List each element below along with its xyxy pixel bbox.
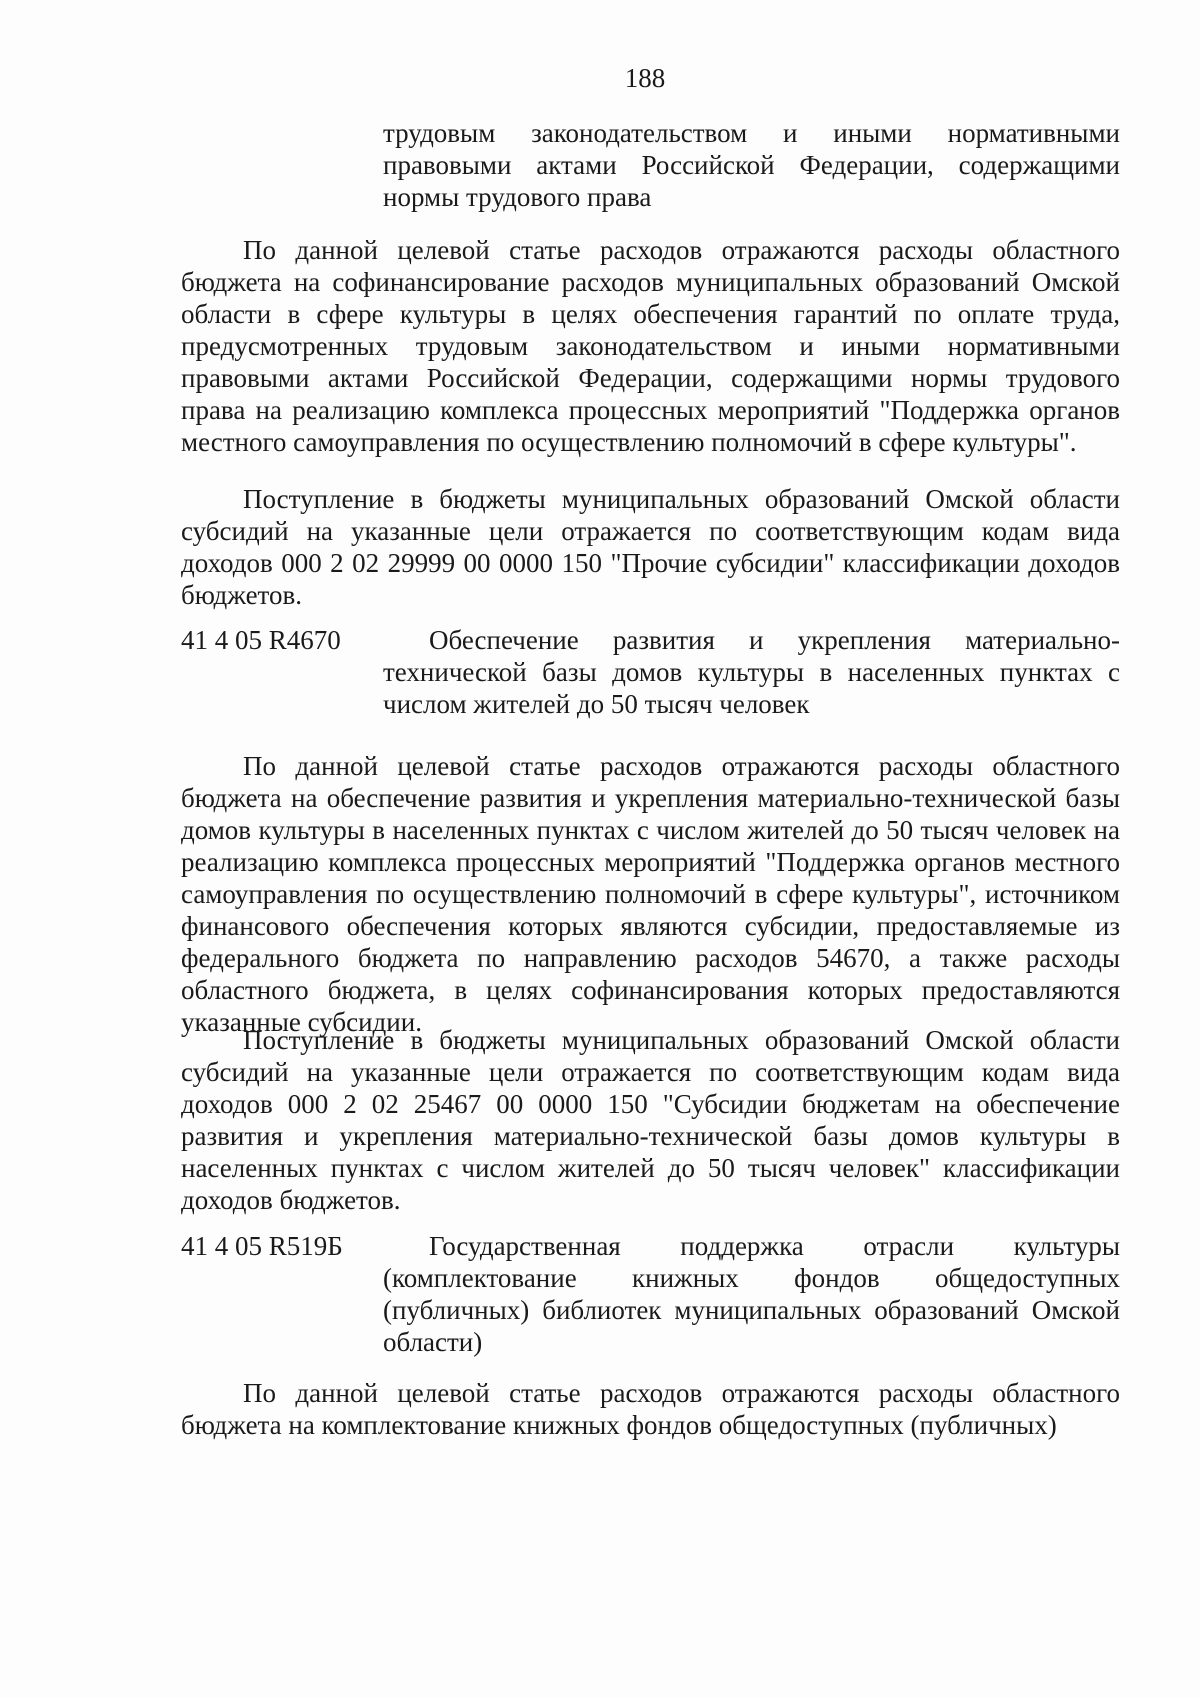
section-title: Государственная поддержка отрасли культуры (комплектование книжных фондов общедоступных (публичных) библиотек муниципальных образований Омской области) <box>383 1231 1120 1357</box>
heading-continuation: трудовым законодательством и иными нормативными правовыми актами Российской Федерации, содержащими нормы трудового права <box>383 118 1120 212</box>
paragraph: По данной целевой статье расходов отражаются расходы областного бюджета на софинансирование расходов муниципальных образований Омской области в сфере культуры в целях обеспечения гарантий по оплате труда, предусмотренных трудовым законодательством и иными нормативными правовыми актами Российской Федерации, содержащими нормы трудового права на реализацию комплекса процессных мероприятий "Поддержка органов местного самоуправления по осуществлению полномочий в сфере культуры". <box>181 235 1120 457</box>
paragraph: Поступление в бюджеты муниципальных образований Омской области субсидий на указанные цели отражается по соответствующим кодам вида доходов 000 2 02 25467 00 0000 150 "Субсидии бюджетам на обеспечение развития и укрепления материально-технической базы домов культуры в населенных пунктах с числом жителей до 50 тысяч человек" классификации доходов бюджетов. <box>181 1025 1120 1215</box>
paragraph: По данной целевой статье расходов отражаются расходы областного бюджета на комплектование книжных фондов общедоступных (публичных) <box>181 1378 1120 1440</box>
section-code: 41 4 05 R4670 <box>181 625 341 655</box>
paragraph: Поступление в бюджеты муниципальных образований Омской области субсидий на указанные цели отражается по соответствующим кодам вида доходов 000 2 02 29999 00 0000 150 "Прочие субсидии" классификации доходов бюджетов. <box>181 484 1120 610</box>
page-number: 188 <box>624 63 666 93</box>
paragraph: По данной целевой статье расходов отражаются расходы областного бюджета на обеспечение развития и укрепления материально-технической базы домов культуры в населенных пунктах с числом жителей до 50 тысяч человек на реализацию комплекса процессных мероприятий "Поддержка органов местного самоуправления по осуществлению полномочий в сфере культуры", источником финансового обеспечения которых являются субсидии, предоставляемые из федерального бюджета по направлению расходов 54670, а также расходы областного бюджета, в целях софинансирования которых предоставляются указанные субсидии. <box>181 751 1120 1037</box>
section-title: Обеспечение развития и укрепления материально-технической базы домов культуры в населенных пунктах с числом жителей до 50 тысяч человек <box>383 625 1120 719</box>
section-code: 41 4 05 R519Б <box>181 1231 343 1261</box>
